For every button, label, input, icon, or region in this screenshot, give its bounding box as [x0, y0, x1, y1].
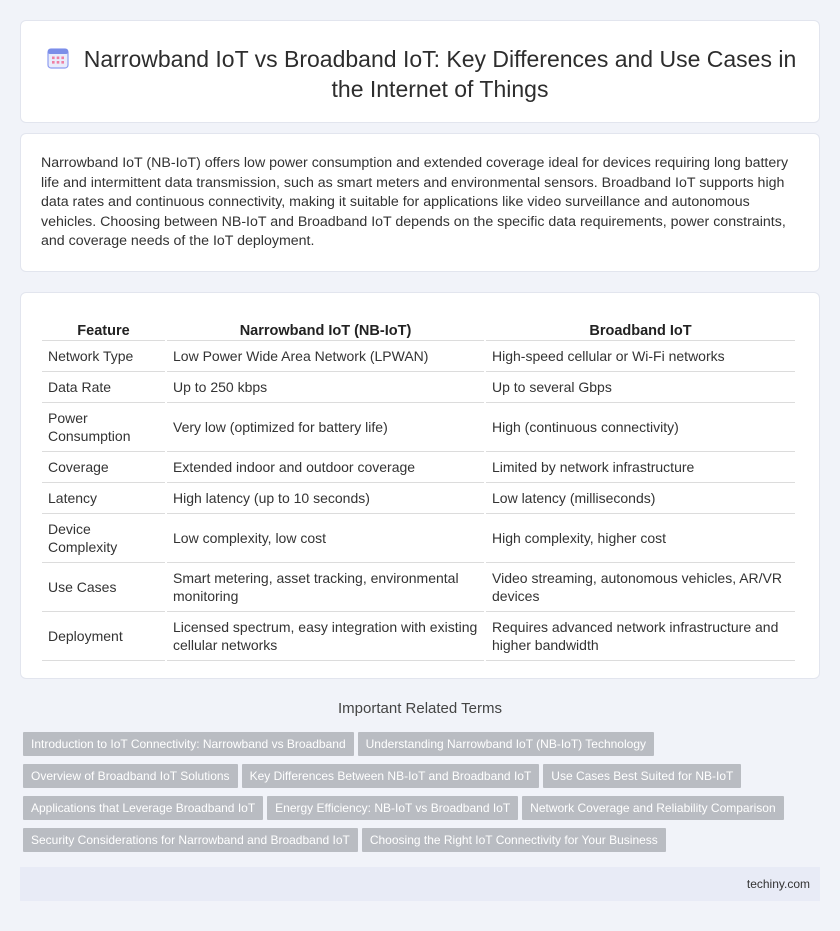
- related-term-tag[interactable]: Understanding Narrowband IoT (NB-IoT) Technology: [358, 732, 654, 756]
- table-row: [42, 452, 795, 483]
- table-header-row: [42, 311, 795, 341]
- table-row: [42, 403, 795, 452]
- cell-narrowband: High latency (up to 10 seconds): [167, 483, 484, 514]
- intro-paragraph: Narrowband IoT (NB-IoT) offers low power consumption and extended coverage ideal for devices requiring long battery life and intermittent data transmission, such as smart meters and environmental sensors. Broadband IoT supports high data rates and continuous connectivity, making it suitable for applications like video surveillance and autonomous vehicles. Choosing between NB-IoT and Broadband IoT depends on the specific data requirements, power constraints, and coverage needs of the IoT deployment.: [41, 155, 789, 249]
- cell-feature: Use Cases: [42, 563, 165, 612]
- table-row: [42, 372, 795, 403]
- intro-card: [20, 133, 820, 272]
- column-header-feature: Feature: [42, 311, 165, 341]
- related-term-tag[interactable]: Introduction to IoT Connectivity: Narrowband vs Broadband: [23, 732, 354, 756]
- table-row: [42, 563, 795, 612]
- footer-site-link[interactable]: techiny.com: [746, 877, 810, 891]
- title-card: [20, 20, 820, 123]
- cell-narrowband: Very low (optimized for battery life): [167, 403, 484, 452]
- column-header-narrowband: Narrowband IoT (NB-IoT): [167, 311, 484, 341]
- related-terms-title: Important Related Terms: [338, 700, 502, 717]
- table-row: [42, 483, 795, 514]
- cell-feature: Deployment: [42, 612, 165, 661]
- cell-broadband: Video streaming, autonomous vehicles, AR/VR devices: [486, 563, 795, 612]
- related-term-tag[interactable]: Security Considerations for Narrowband and Broadband IoT: [23, 828, 358, 852]
- cell-broadband: High-speed cellular or Wi-Fi networks: [486, 341, 795, 372]
- cell-narrowband: Extended indoor and outdoor coverage: [167, 452, 484, 483]
- cell-broadband: Limited by network infrastructure: [486, 452, 795, 483]
- related-term-tag[interactable]: Network Coverage and Reliability Comparison: [522, 796, 783, 820]
- table-row: [42, 341, 795, 372]
- cell-feature: Network Type: [42, 341, 165, 372]
- related-term-tag[interactable]: Key Differences Between NB-IoT and Broadband IoT: [242, 764, 540, 788]
- cell-broadband: High complexity, higher cost: [486, 514, 795, 563]
- related-term-tag[interactable]: Use Cases Best Suited for NB-IoT: [543, 764, 741, 788]
- cell-narrowband: Smart metering, asset tracking, environmental monitoring: [167, 563, 484, 612]
- table-row: [42, 612, 795, 661]
- table-row: [42, 514, 795, 563]
- cell-feature: Power Consumption: [42, 403, 165, 452]
- cell-broadband: High (continuous connectivity): [486, 403, 795, 452]
- cell-feature: Latency: [42, 483, 165, 514]
- related-term-tag[interactable]: Overview of Broadband IoT Solutions: [23, 764, 238, 788]
- footer: [20, 867, 820, 901]
- cell-feature: Coverage: [42, 452, 165, 483]
- table-body: [42, 341, 795, 661]
- comparison-table: [40, 311, 797, 661]
- page-title: Narrowband IoT vs Broadband IoT: Key Differences and Use Cases in the Internet of Things: [83, 46, 797, 102]
- related-terms-list: [23, 732, 813, 860]
- cell-broadband: Requires advanced network infrastructure and higher bandwidth: [486, 612, 795, 661]
- related-term-tag[interactable]: Applications that Leverage Broadband IoT: [23, 796, 263, 820]
- calendar-grid-icon: [47, 47, 69, 69]
- related-term-tag[interactable]: Energy Efficiency: NB-IoT vs Broadband IoT: [267, 796, 518, 820]
- cell-broadband: Up to several Gbps: [486, 372, 795, 403]
- cell-broadband: Low latency (milliseconds): [486, 483, 795, 514]
- cell-feature: Device Complexity: [42, 514, 165, 563]
- cell-narrowband: Up to 250 kbps: [167, 372, 484, 403]
- cell-feature: Data Rate: [42, 372, 165, 403]
- related-term-tag[interactable]: Choosing the Right IoT Connectivity for Your Business: [362, 828, 666, 852]
- cell-narrowband: Licensed spectrum, easy integration with existing cellular networks: [167, 612, 484, 661]
- cell-narrowband: Low complexity, low cost: [167, 514, 484, 563]
- column-header-broadband: Broadband IoT: [486, 311, 795, 341]
- cell-narrowband: Low Power Wide Area Network (LPWAN): [167, 341, 484, 372]
- comparison-table-card: [20, 292, 820, 679]
